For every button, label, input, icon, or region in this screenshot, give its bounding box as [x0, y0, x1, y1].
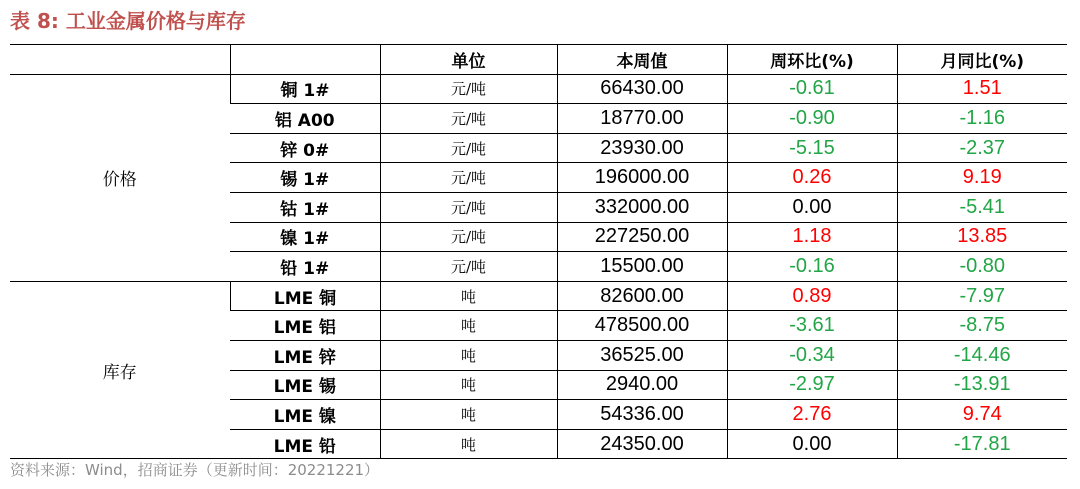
value-cell: 15500.00 [557, 252, 727, 282]
mom-cell: 1.51 [897, 74, 1067, 104]
value-cell: 66430.00 [557, 74, 727, 104]
value-cell: 23930.00 [557, 133, 727, 163]
metal-name-cell: LME 铝 [230, 311, 380, 341]
mom-cell: -8.75 [897, 311, 1067, 341]
wow-cell: -2.97 [727, 370, 897, 400]
header-row [10, 45, 1067, 75]
wow-cell: 0.00 [727, 192, 897, 222]
unit-cell: 吨 [380, 429, 557, 459]
source-note: 资料来源：Wind，招商证券（更新时间：20221221） [10, 461, 380, 479]
wow-cell: 0.26 [727, 163, 897, 193]
metal-name-cell: 铜 1# [230, 74, 380, 104]
metals-table [10, 44, 1067, 459]
wow-cell: -0.90 [727, 104, 897, 134]
value-cell: 36525.00 [557, 340, 727, 370]
header-unit: 单位 [380, 45, 557, 75]
value-cell: 2940.00 [557, 370, 727, 400]
value-cell: 24350.00 [557, 429, 727, 459]
mom-cell: 9.19 [897, 163, 1067, 193]
header-wow: 周环比(%) [727, 45, 897, 75]
mom-cell: -0.80 [897, 252, 1067, 282]
metal-name-cell: LME 铅 [230, 429, 380, 459]
unit-cell: 元/吨 [380, 192, 557, 222]
unit-cell: 元/吨 [380, 133, 557, 163]
value-cell: 332000.00 [557, 192, 727, 222]
mom-cell: -1.16 [897, 104, 1067, 134]
header-mom: 月同比(%) [897, 45, 1067, 75]
value-cell: 227250.00 [557, 222, 727, 252]
unit-cell: 元/吨 [380, 104, 557, 134]
inventory-section [10, 281, 1067, 459]
table-row [10, 74, 1067, 104]
unit-cell: 吨 [380, 370, 557, 400]
mom-cell: -5.41 [897, 192, 1067, 222]
unit-cell: 吨 [380, 281, 557, 311]
value-cell: 18770.00 [557, 104, 727, 134]
unit-cell: 元/吨 [380, 222, 557, 252]
wow-cell: -3.61 [727, 311, 897, 341]
wow-cell: 2.76 [727, 400, 897, 430]
mom-cell: 13.85 [897, 222, 1067, 252]
header-corner [10, 45, 230, 75]
wow-cell: -0.16 [727, 252, 897, 282]
header-value: 本周值 [557, 45, 727, 75]
metal-name-cell: LME 镍 [230, 400, 380, 430]
unit-cell: 元/吨 [380, 163, 557, 193]
wow-cell: -0.34 [727, 340, 897, 370]
wow-cell: -0.61 [727, 74, 897, 104]
price-section [10, 74, 1067, 281]
group-label-inventory: 库存 [10, 281, 230, 459]
wow-cell: 0.89 [727, 281, 897, 311]
metal-name-cell: 镍 1# [230, 222, 380, 252]
table-title: 表 8: 工业金属价格与库存 [10, 9, 246, 33]
value-cell: 54336.00 [557, 400, 727, 430]
unit-cell: 吨 [380, 400, 557, 430]
wow-cell: 0.00 [727, 429, 897, 459]
group-label-price: 价格 [10, 74, 230, 281]
metal-name-cell: 锌 0# [230, 133, 380, 163]
value-cell: 196000.00 [557, 163, 727, 193]
metal-name-cell: 铅 1# [230, 252, 380, 282]
mom-cell: -7.97 [897, 281, 1067, 311]
table-row [10, 281, 1067, 311]
wow-cell: -5.15 [727, 133, 897, 163]
mom-cell: 9.74 [897, 400, 1067, 430]
metal-name-cell: 锡 1# [230, 163, 380, 193]
value-cell: 82600.00 [557, 281, 727, 311]
mom-cell: -14.46 [897, 340, 1067, 370]
mom-cell: -13.91 [897, 370, 1067, 400]
unit-cell: 吨 [380, 311, 557, 341]
metal-name-cell: 铝 A00 [230, 104, 380, 134]
mom-cell: -2.37 [897, 133, 1067, 163]
header-name-col [230, 45, 380, 75]
mom-cell: -17.81 [897, 429, 1067, 459]
unit-cell: 元/吨 [380, 74, 557, 104]
unit-cell: 元/吨 [380, 252, 557, 282]
metal-name-cell: LME 锡 [230, 370, 380, 400]
metal-name-cell: LME 铜 [230, 281, 380, 311]
wow-cell: 1.18 [727, 222, 897, 252]
value-cell: 478500.00 [557, 311, 727, 341]
metal-name-cell: 钴 1# [230, 192, 380, 222]
metal-name-cell: LME 锌 [230, 340, 380, 370]
unit-cell: 吨 [380, 340, 557, 370]
